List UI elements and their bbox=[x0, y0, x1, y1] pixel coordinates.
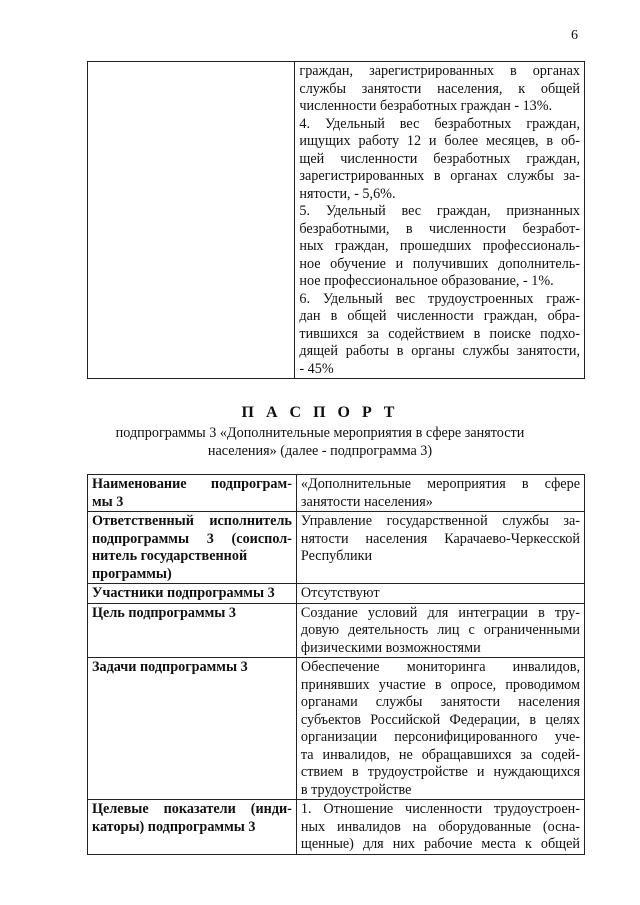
text-line: 4. Удельный вес безработных граждан, bbox=[299, 115, 580, 132]
text-line: зарегистрированных в органах службы за- bbox=[299, 168, 580, 184]
text-line: Участники подпрограммы 3 bbox=[92, 585, 275, 601]
text-line: службы занятости населения, к общей bbox=[299, 80, 580, 97]
empty-cell bbox=[88, 62, 295, 379]
text-line: ных граждан, прошедших профессиональ- bbox=[299, 238, 580, 254]
table-row bbox=[88, 603, 585, 658]
table-row bbox=[88, 62, 585, 379]
table-row bbox=[88, 475, 585, 512]
text-line: ное обучение и получивших дополнитель- bbox=[299, 255, 580, 272]
text-line: нятости населения Карачаево-Черкесской bbox=[300, 530, 580, 547]
text-line: в трудоустройстве bbox=[300, 781, 412, 798]
row-value bbox=[296, 475, 584, 512]
text-line: щенные) для них рабочие места к общей bbox=[300, 836, 580, 852]
row-label bbox=[88, 800, 297, 855]
row-label bbox=[88, 475, 297, 512]
text-line: Целевые показатели (инди- bbox=[92, 801, 292, 817]
text-line: Ответственный исполнитель bbox=[92, 513, 292, 529]
text-line: 6. Удельный вес трудоустроенных граж- bbox=[299, 290, 580, 307]
text-line: нитель государственной bbox=[92, 548, 248, 564]
text-line: Отсутствуют bbox=[300, 585, 380, 601]
text-line: граждан, зарегистрированных в органах bbox=[299, 63, 580, 79]
text-line: «Дополнительные мероприятия в сфере bbox=[300, 476, 580, 492]
row-value bbox=[296, 800, 584, 855]
text-line: дан в общей численности граждан, обра- bbox=[299, 308, 580, 324]
text-line: - 45% bbox=[299, 360, 334, 377]
row-label bbox=[88, 658, 297, 800]
row-value bbox=[296, 584, 584, 604]
text-line: нятости, - 5,6%. bbox=[299, 185, 396, 202]
text-line: 5. Удельный вес граждан, признанных bbox=[299, 203, 580, 219]
row-value bbox=[296, 603, 584, 658]
text-line: занятости населения» bbox=[300, 493, 433, 510]
continued-table bbox=[87, 61, 585, 379]
text-line: численности безработных граждан - 13%. bbox=[299, 98, 553, 114]
text-line: ное профессиональное образование, - 1%. bbox=[299, 273, 554, 289]
text-line: подпрограммы 3 (соиспол- bbox=[92, 530, 292, 547]
text-line: ных инвалидов на оборудованные (осна- bbox=[300, 818, 580, 835]
table-row bbox=[88, 658, 585, 800]
text-line: организации персонифицированного уче- bbox=[300, 729, 580, 745]
text-line: каторы) подпрограммы 3 bbox=[92, 818, 256, 835]
text-line: Управление государственной службы за- bbox=[300, 513, 580, 529]
text-line: программы) bbox=[92, 565, 172, 582]
text-line: ищущих работу 12 и более месяцев, в об- bbox=[299, 133, 580, 149]
text-line: дящей работы в органы службы занятости, bbox=[299, 343, 580, 359]
text-line: щей численности безработных граждан, bbox=[299, 150, 580, 167]
text-line: Наименование подпрограм- bbox=[92, 476, 292, 492]
row-label bbox=[88, 512, 297, 584]
text-line: Обеспечение мониторинга инвалидов, bbox=[300, 659, 580, 675]
text-line: Республики bbox=[300, 548, 373, 564]
table-row bbox=[88, 512, 585, 584]
text-line: Задачи подпрограммы 3 bbox=[92, 659, 248, 675]
text-line: Создание условий для интеграции в тру- bbox=[300, 604, 580, 621]
page-number: 6 bbox=[571, 28, 578, 43]
row-value bbox=[296, 658, 584, 800]
text-line: тившихся за содействием в поиске подхо- bbox=[299, 325, 580, 342]
indicators-cell bbox=[295, 62, 585, 379]
row-value bbox=[296, 512, 584, 584]
passport-title: П А С П О Р Т bbox=[241, 404, 399, 421]
text-line: органами службы занятости населения bbox=[300, 694, 580, 710]
text-line: Цель подпрограммы 3 bbox=[92, 604, 237, 621]
passport-subtitle-line-1: подпрограммы 3 «Дополнительные мероприятия в сфере занятости bbox=[115, 425, 525, 441]
text-line: мы 3 bbox=[92, 493, 124, 510]
text-line: безработными, в численности безработ- bbox=[299, 220, 580, 237]
row-label bbox=[88, 603, 297, 658]
table-row bbox=[88, 584, 585, 604]
passport-table bbox=[87, 474, 585, 855]
text-line: принявших участие в опросе, проводимом bbox=[300, 676, 580, 693]
text-line: довую деятельность лиц с ограниченными bbox=[300, 622, 580, 638]
row-label bbox=[88, 584, 297, 604]
table-row bbox=[88, 800, 585, 855]
text-line: субъектов Российской Федерации, в целях bbox=[300, 711, 580, 728]
text-line: 1. Отношение численности трудоустроен- bbox=[300, 801, 580, 817]
text-line: та инвалидов, не обращавшихся за содей- bbox=[300, 746, 580, 763]
passport-subtitle-line-2: населения» (далее - подпрограмма 3) bbox=[207, 443, 433, 459]
text-line: физическими возможностями bbox=[300, 639, 481, 656]
text-line: ствием в трудоустройстве и нуждающихся bbox=[300, 764, 580, 780]
